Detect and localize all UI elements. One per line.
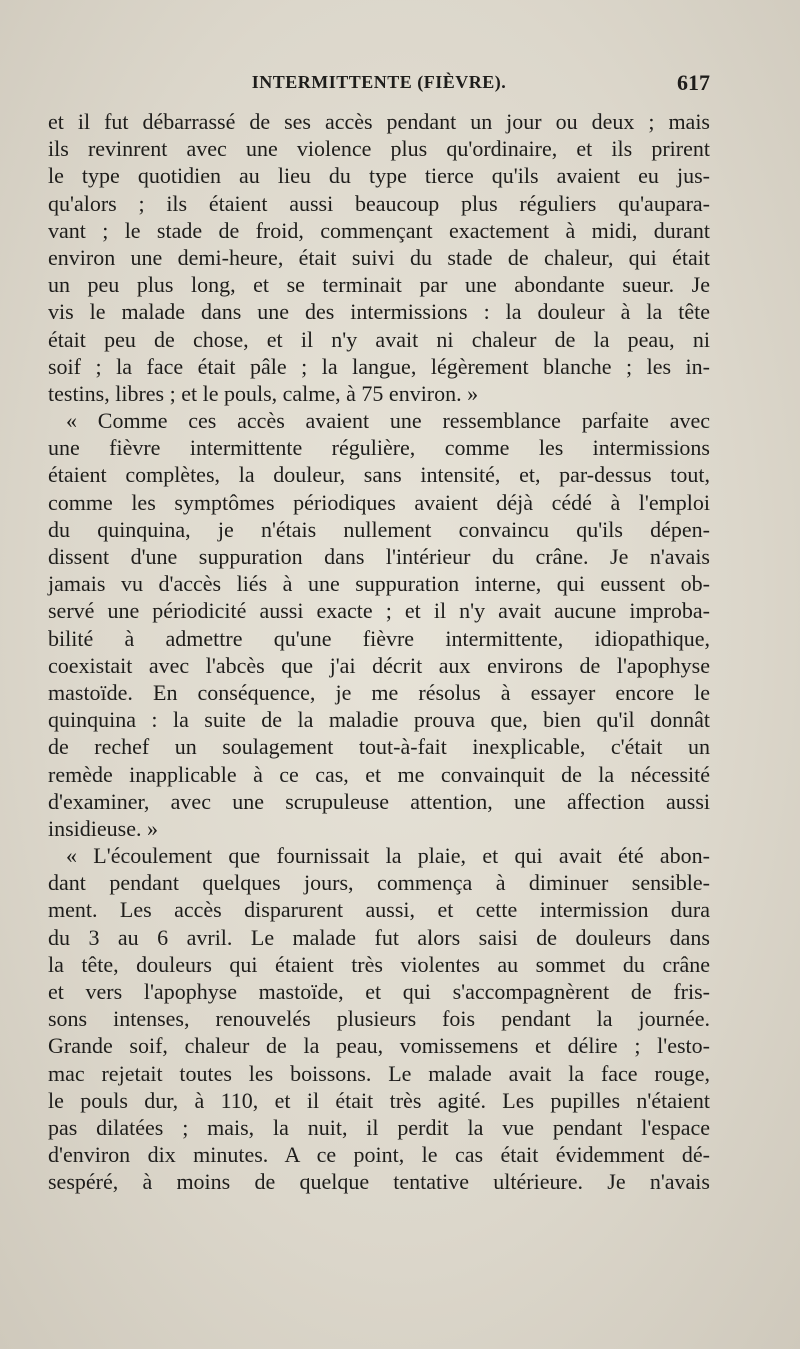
text-line: bilité à admettre qu'une fièvre intermittente, idiopathique, xyxy=(48,625,710,651)
text-line: pas dilatées ; mais, la nuit, il perdit la vue pendant l'espace xyxy=(48,1114,710,1140)
text-line: du 3 au 6 avril. Le malade fut alors saisi de douleurs dans xyxy=(48,924,710,950)
text-line: ils revinrent avec une violence plus qu'ordinaire, et ils prirent xyxy=(48,136,710,162)
text-line: insidieuse. » xyxy=(48,815,158,841)
text-line: dissent d'une suppuration dans l'intérieur du crâne. Je n'avais xyxy=(48,544,710,569)
text-line: vant ; le stade de froid, commençant exactement à midi, durant xyxy=(48,217,710,243)
text-line: le pouls dur, à 110, et il était très agité. Les pupilles n'étaient xyxy=(48,1087,710,1113)
text-line: d'examiner, avec une scrupuleuse attention, une affection aussi xyxy=(48,788,710,814)
text-line: d'environ dix minutes. A ce point, le cas était évidemment dé- xyxy=(48,1142,710,1168)
text-line: coexistait avec l'abcès que j'ai décrit aux environs de l'apophyse xyxy=(48,652,710,678)
text-line: qu'alors ; ils étaient aussi beaucoup plus réguliers qu'aupara- xyxy=(48,190,710,216)
text-line: ment. Les accès disparurent aussi, et cette intermission dura xyxy=(48,897,710,923)
text-line: un peu plus long, et se terminait par une abondante sueur. Je xyxy=(48,272,710,298)
text-line: sespéré, à moins de quelque tentative ultérieure. Je n'avais xyxy=(48,1169,710,1195)
text-line: la tête, douleurs qui étaient très violentes au sommet du crâne xyxy=(48,951,710,977)
text-line: était peu de chose, et il n'y avait ni chaleur de la peau, ni xyxy=(48,326,710,352)
text-line: sons intenses, renouvelés plusieurs fois pendant la journée. xyxy=(48,1006,710,1032)
running-title: INTERMITTENTE (FIÈVRE). xyxy=(251,72,507,92)
text-line: de rechef un soulagement tout-à-fait inexplicable, c'était un xyxy=(48,734,710,760)
text-line: du quinquina, je n'étais nullement convaincu qu'ils dépen- xyxy=(48,516,710,542)
text-line: « Comme ces accès avaient une ressemblance parfaite avec xyxy=(66,408,710,434)
text-line: et il fut débarrassé de ses accès pendant un jour ou deux ; mais xyxy=(48,109,710,134)
page-number: 617 xyxy=(677,70,710,95)
text-line: remède inapplicable à ce cas, et me convainquit de la nécessité xyxy=(48,761,710,787)
text-line: Grande soif, chaleur de la peau, vomissemens et délire ; l'esto- xyxy=(48,1033,710,1059)
text-line: une fièvre intermittente régulière, comme les intermissions xyxy=(48,435,710,461)
text-line: testins, libres ; et le pouls, calme, à 75 environ. » xyxy=(48,380,479,406)
body-text xyxy=(48,108,710,1196)
text-line: jamais vu d'accès liés à une suppuration interne, qui eussent ob- xyxy=(48,571,710,597)
text-line: servé une périodicité aussi exacte ; et il n'y avait aucune improba- xyxy=(48,598,710,624)
page-header xyxy=(48,72,710,102)
text-line: quinquina : la suite de la maladie prouva que, bien qu'il donnât xyxy=(48,707,710,733)
text-line: étaient complètes, la douleur, sans intensité, et, par-dessus tout, xyxy=(48,462,710,488)
text-line: vis le malade dans une des intermissions : la douleur à la tête xyxy=(48,299,710,325)
text-line: « L'écoulement que fournissait la plaie, et qui avait été abon- xyxy=(66,843,710,869)
text-line: soif ; la face était pâle ; la langue, légèrement blanche ; les in- xyxy=(48,353,710,379)
text-line: dant pendant quelques jours, commença à diminuer sensible- xyxy=(48,870,710,896)
text-line: mastoïde. En conséquence, je me résolus à essayer encore le xyxy=(48,679,710,705)
text-line: le type quotidien au lieu du type tierce qu'ils avaient eu jus- xyxy=(48,163,710,189)
text-line: comme les symptômes périodiques avaient déjà cédé à l'emploi xyxy=(48,489,710,515)
text-line: et vers l'apophyse mastoïde, et qui s'accompagnèrent de fris- xyxy=(48,979,710,1004)
text-line: environ une demi-heure, était suivi du stade de chaleur, qui était xyxy=(48,244,710,270)
text-line: mac rejetait toutes les boissons. Le malade avait la face rouge, xyxy=(48,1060,710,1086)
